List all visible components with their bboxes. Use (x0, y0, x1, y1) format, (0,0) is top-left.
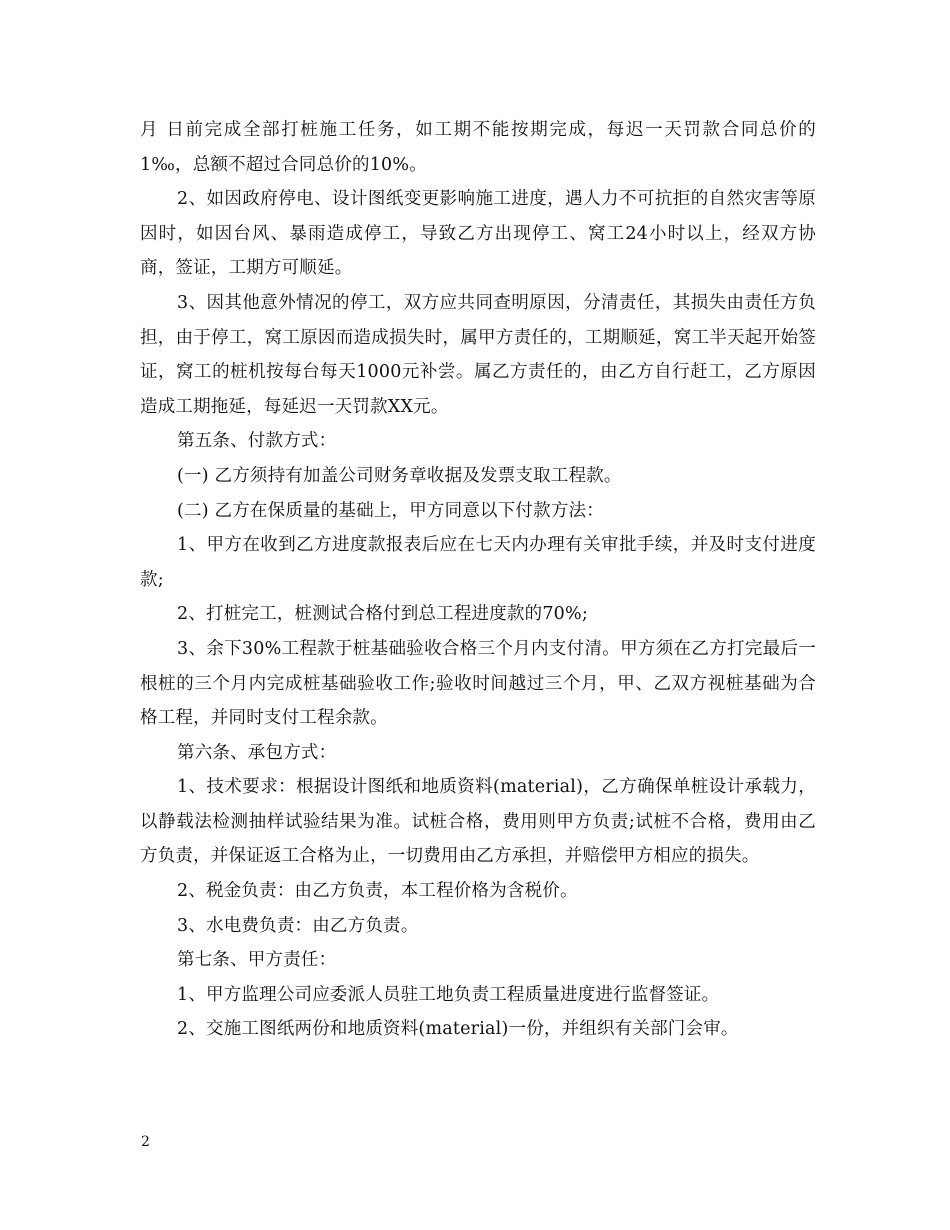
page-number: 2 (141, 1134, 150, 1150)
paragraph-tax-responsibility: 2、税金负责：由乙方负责，本工程价格为含税价。 (177, 881, 578, 902)
paragraph-delay-extension: 2、如因政府停电、设计图纸变更影响施工进度，遇人力不可抗拒的自然灾害等原因时，如因台风、暴雨造成停工，导致乙方出现停工、窝工24小时以上，经双方协商，签证，工期方可顺延。 (140, 189, 816, 279)
heading-article-7-party-a: 第七条、甲方责任： (177, 950, 337, 971)
paragraph-deadline-penalty: 月 日前完成全部打桩施工任务，如工期不能按期完成，每迟一天罚款合同总价的1‰，总额不超过合同总价的10%。 (140, 120, 816, 175)
paragraph-remaining-payment: 3、余下30%工程款于桩基础验收合格三个月内支付清。甲方须在乙方打完最后一根桩的三个月内完成桩基础验收工作;验收时间越过三个月，甲、乙双方视桩基础为合格工程，并同时支付工程余款。 (140, 638, 816, 729)
paragraph-supervision: 1、甲方监理公司应委派人员驻工地负责工程质量进度进行监督签证。 (177, 984, 720, 1005)
paragraph-payment-receipt: (一) 乙方须持有加盖公司财务章收据及发票支取工程款。 (177, 465, 622, 486)
document-body (140, 113, 816, 1047)
paragraph-completion-payment: 2、打桩完工，桩测试合格付到总工程进度款的70%; (177, 604, 588, 625)
paragraph-utility-responsibility: 3、水电费负责：由乙方负责。 (177, 915, 419, 936)
heading-article-5-payment: 第五条、付款方式： (177, 431, 337, 452)
paragraph-payment-method: (二) 乙方在保质量的基础上，甲方同意以下付款方法： (177, 500, 604, 521)
heading-article-6-contracting: 第六条、承包方式： (177, 742, 337, 763)
paragraph-other-stoppage: 3、因其他意外情况的停工，双方应共同查明原因，分清责任，其损失由责任方负担，由于停工，窝工原因而造成损失时，属甲方责任的，工期顺延，窝工半天起开始签证，窝工的桩机按每台每天1000元补尝。属乙方责任的，由乙方自行赶工，乙方原因造成工期拖延，每延迟一天罚款XX元。 (140, 292, 816, 417)
paragraph-progress-payment: 1、甲方在收到乙方进度款报表后应在七天内办理有关审批手续，并及时支付进度款; (140, 535, 816, 590)
paragraph-technical-requirements: 1、技术要求：根据设计图纸和地质资料(material)，乙方确保单桩设计承载力，以静载法检测抽样试验结果为准。试桩合格，费用则甲方负责;试桩不合格，费用由乙方负责，并保证返工合格为止，一切费用由乙方承担，并赔偿甲方相应的损失。 (140, 777, 816, 867)
paragraph-drawings-handover: 2、交施工图纸两份和地质资料(material)一份，并组织有关部门会审。 (177, 1019, 739, 1040)
